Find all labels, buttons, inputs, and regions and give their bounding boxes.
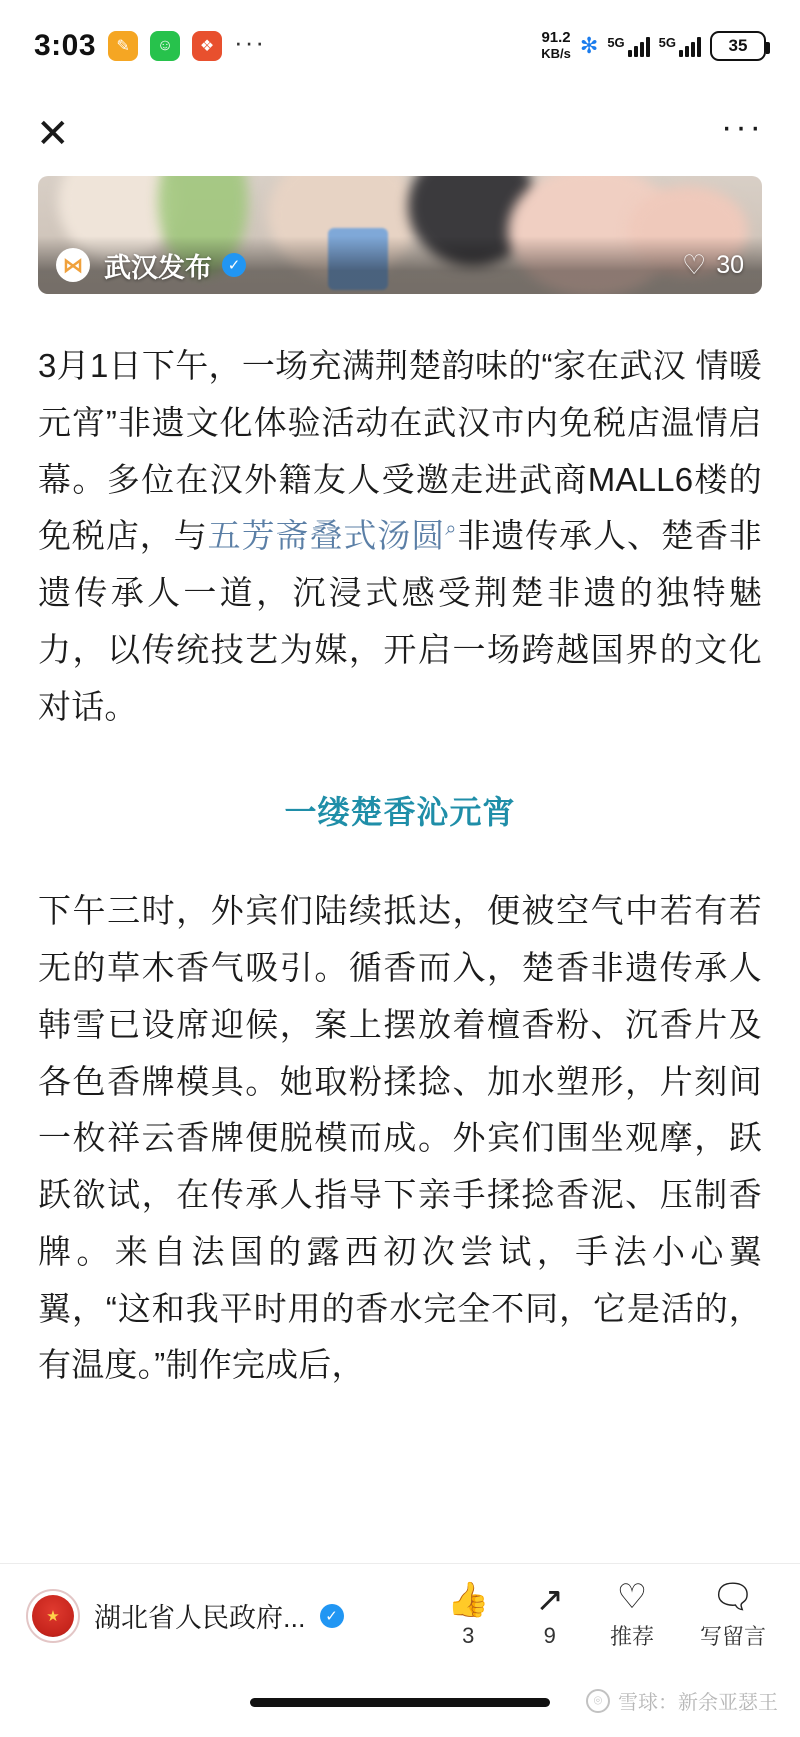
paragraph-1-text-before: 3月1日下午，一场充满荆楚韵味的“家在武汉 情暖元宵”非遗文化体验活动在武汉市内免税店温情启幕。多位在汉外籍友人受邀走进武商MALL6楼的免税店，与 — [38, 347, 762, 555]
share-button[interactable] — [535, 1580, 564, 1649]
account-verified-icon: ✓ — [320, 1604, 344, 1628]
recommend-button[interactable] — [610, 1580, 654, 1651]
video-like-group[interactable] — [682, 250, 744, 281]
home-indicator[interactable] — [250, 1698, 550, 1707]
network-type-label-1: 5G — [607, 35, 625, 50]
article-body — [0, 338, 800, 1394]
comment-button[interactable] — [700, 1580, 766, 1651]
video-like-count: 30 — [716, 250, 744, 279]
paragraph-1-text-after: 非遗传承人、楚香非遗传承人一道，沉浸式感受荆楚非遗的独特魅力，以传统技艺为媒，开启一场跨越国界的文化对话。 — [38, 517, 762, 725]
video-card-overlay — [38, 236, 762, 294]
source-name[interactable]: 武汉发布 — [104, 252, 212, 283]
recommend-label: 推荐 — [609, 1624, 654, 1649]
top-navigation-bar — [0, 92, 800, 176]
government-emblem-icon: ★ — [32, 1595, 74, 1637]
keyword-search-icon[interactable]: ⌕ — [445, 518, 457, 541]
like-button[interactable] — [447, 1580, 490, 1649]
account-info[interactable] — [26, 1589, 344, 1643]
article-paragraph-1 — [38, 338, 762, 735]
note-icon: ✎ — [108, 31, 138, 61]
account-avatar — [26, 1589, 80, 1643]
wechat-icon: ☺ — [150, 31, 180, 61]
section-heading: 一缕楚香沁元宵 — [284, 794, 516, 831]
comment-label: 写留言 — [699, 1624, 766, 1649]
watermark-text: 雪球：新余亚瑟王 — [618, 1692, 778, 1714]
signal-group-1 — [607, 35, 649, 57]
share-count: 9 — [543, 1622, 556, 1648]
bottom-action-bar — [0, 1563, 800, 1667]
status-bar-right — [541, 30, 766, 62]
keyword-link-wufangzhai[interactable]: 五芳斋叠式汤圆 — [207, 517, 446, 555]
thumbs-up-icon[interactable]: 👍 — [447, 1580, 490, 1619]
status-clock: 3:03 — [34, 29, 97, 62]
share-icon[interactable]: ↗ — [535, 1580, 564, 1619]
status-bar — [0, 0, 800, 92]
account-name[interactable]: 湖北省人民政府... — [94, 1603, 306, 1633]
signal-bars-icon-2 — [679, 35, 701, 57]
news-icon: ❖ — [192, 31, 222, 61]
verified-badge-icon: ✓ — [222, 253, 246, 277]
battery-indicator: 35 — [710, 31, 766, 61]
signal-bars-icon-1 — [628, 35, 650, 57]
heart-icon[interactable]: ♡ — [681, 249, 707, 280]
article-content — [0, 176, 800, 1737]
signal-group-2 — [659, 35, 701, 57]
more-options-icon[interactable]: ··· — [721, 108, 764, 146]
watermark-icon: ⌾ — [586, 1689, 610, 1713]
video-preview-card[interactable] — [38, 176, 762, 294]
watermark — [586, 1686, 778, 1715]
article-paragraph-2: 下午三时，外宾们陆续抵达，便被空气中若有若无的草木香气吸引。循香而入，楚香非遗传承人韩雪已设席迎候，案上摆放着檀香粉、沉香片及各色香牌模具。她取粉揉捻、加水塑形，片刻间一枚祥云香牌便脱模而成。外宾们围坐观摩，跃跃欲试，在传承人指导下亲手揉捻香泥、压制香牌。来自法国的露西初次尝试，手法小心翼翼，“这和我平时用的香水完全不同，它是活的，有温度。”制作完成后， — [38, 892, 762, 1384]
like-count: 3 — [462, 1622, 475, 1648]
status-overflow-icon: ··· — [234, 27, 267, 57]
source-avatar-icon: ⋈ — [56, 248, 90, 282]
network-speed-value: 91.2 — [541, 29, 571, 47]
comment-icon[interactable]: 🗨 — [711, 1578, 755, 1616]
network-speed-unit: KB/s — [541, 46, 571, 61]
bluetooth-icon: ✻ — [579, 33, 599, 58]
close-icon[interactable]: ✕ — [36, 112, 70, 156]
status-bar-left — [34, 29, 266, 63]
network-speed — [541, 30, 571, 62]
heart-icon[interactable]: ♡ — [616, 1578, 648, 1616]
network-type-label-2: 5G — [658, 35, 676, 50]
action-buttons — [447, 1580, 774, 1651]
